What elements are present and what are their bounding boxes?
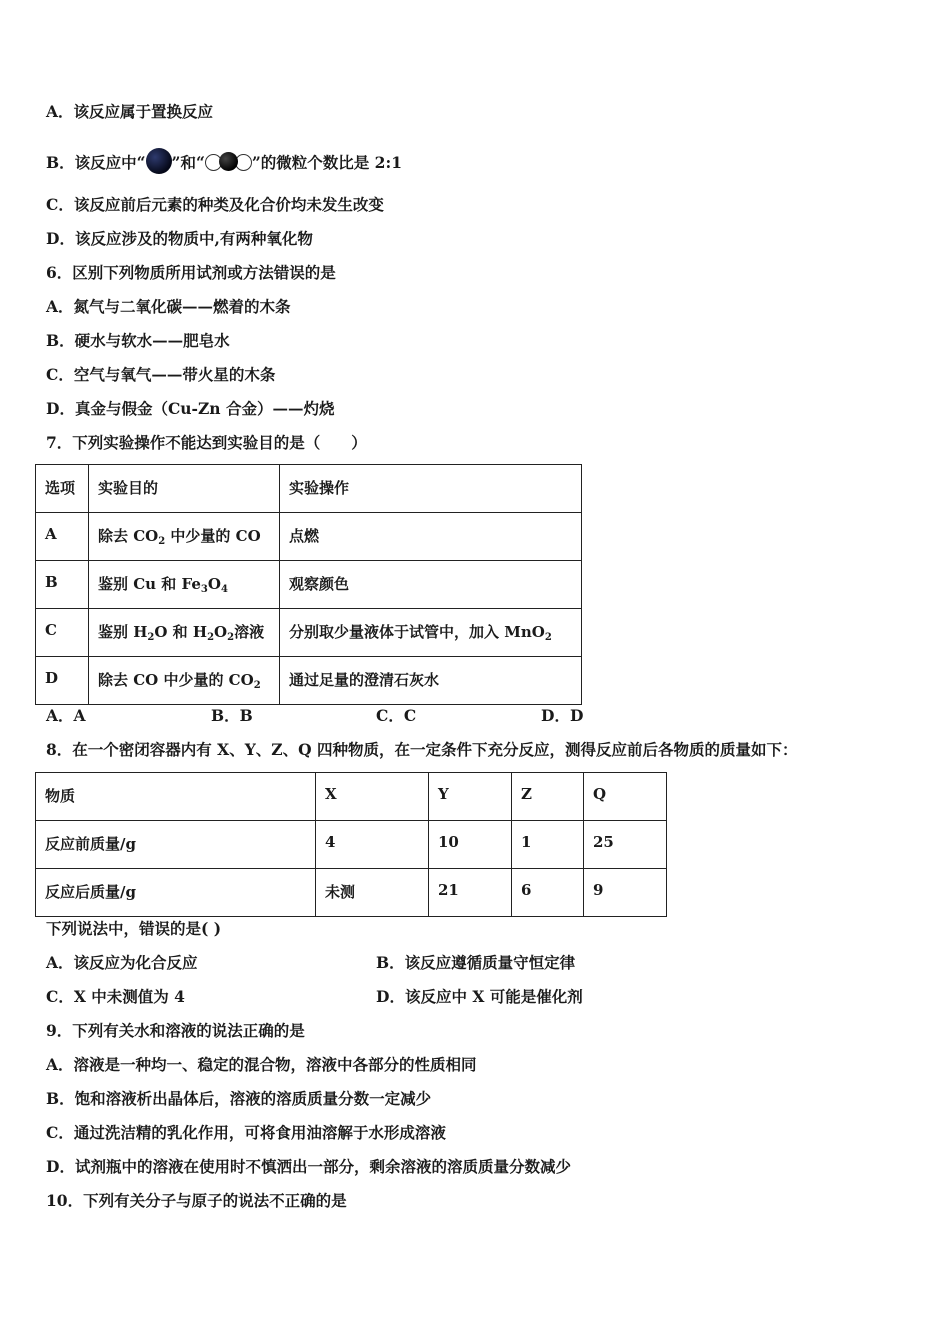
subscript: 2 [158, 536, 166, 547]
table-cell: 实验目的 [89, 465, 280, 513]
q9-option-b: B．饱和溶液析出晶体后，溶液的溶质质量分数一定减少 [46, 1089, 432, 1108]
text: 分别取少量液体于试管中，加入 MnO [289, 623, 545, 641]
table-row [36, 657, 582, 705]
text: O [207, 575, 221, 593]
table-cell: 物质 [36, 773, 316, 821]
text: O 和 H [154, 623, 208, 641]
q8-stem: 8．在一个密闭容器内有 X、Y、Z、Q 四种物质，在一定条件下充分反应，测得反应前后各物质的质量如下： [46, 740, 798, 759]
q8-option-c: C．X 中未测值为 4 [46, 987, 185, 1006]
text: 鉴别 Cu 和 Fe [98, 575, 201, 593]
text: O [214, 623, 228, 641]
table-cell [89, 561, 280, 609]
q8-table [35, 772, 667, 917]
q9-stem: 9．下列有关水和溶液的说法正确的是 [46, 1021, 305, 1040]
table-cell: 6 [512, 869, 584, 917]
q9-option-a: A．溶液是一种均一、稳定的混合物，溶液中各部分的性质相同 [46, 1055, 477, 1074]
table-cell [280, 609, 582, 657]
table-cell: X [316, 773, 429, 821]
table-cell: 观察颜色 [280, 561, 582, 609]
q9-option-d: D．试剂瓶中的溶液在使用时不慎洒出一部分，剩余溶液的溶质质量分数减少 [46, 1157, 571, 1176]
q5-option-b-mid: ”和“ [171, 153, 205, 172]
subscript: 2 [207, 632, 215, 643]
table-cell: A [36, 513, 89, 561]
table-cell [89, 609, 280, 657]
text: 鉴别 H [98, 623, 148, 641]
text: 除去 CO [98, 527, 159, 545]
q6-option-a: A．氮气与二氧化碳——燃着的木条 [46, 297, 291, 316]
subscript: 2 [147, 632, 155, 643]
q5-option-b-suffix: ”的微粒个数比是 2:1 [251, 153, 402, 172]
q8-option-a: A．该反应为化合反应 [46, 953, 198, 972]
table-cell: 9 [584, 869, 667, 917]
q6-option-c: C．空气与氧气——带火星的木条 [46, 365, 276, 384]
subscript: 2 [253, 680, 261, 691]
table-cell: C [36, 609, 89, 657]
q5-option-c: C．该反应前后元素的种类及化合价均未发生改变 [46, 195, 384, 214]
table-cell: 未测 [316, 869, 429, 917]
subscript: 4 [220, 584, 228, 595]
table-header-row [36, 773, 667, 821]
dark-sphere-icon [146, 148, 172, 174]
q7-stem: 7．下列实验操作不能达到实验目的是（ ） [46, 433, 367, 452]
q6-option-d: D．真金与假金（Cu-Zn 合金）——灼烧 [46, 399, 335, 418]
q7-answer-d: D．D [541, 706, 584, 725]
q5-option-b [46, 148, 402, 174]
table-cell [89, 513, 280, 561]
q8-question: 下列说法中，错误的是( ) [46, 919, 222, 938]
table-cell: 10 [429, 821, 512, 869]
table-cell: Y [429, 773, 512, 821]
q9-option-c: C．通过洗洁精的乳化作用，可将食用油溶解于水形成溶液 [46, 1123, 446, 1142]
table-cell: 选项 [36, 465, 89, 513]
q7-answer-c: C．C [376, 706, 417, 725]
subscript: 2 [544, 632, 552, 643]
text: 中少量的 CO [165, 527, 261, 545]
table-cell: Q [584, 773, 667, 821]
q7-answer-b: B．B [211, 706, 253, 725]
table-row [36, 821, 667, 869]
table-cell: 21 [429, 869, 512, 917]
table-cell: 4 [316, 821, 429, 869]
molecule-icon [205, 153, 252, 172]
q7-table [35, 464, 582, 705]
q8-option-d: D．该反应中 X 可能是催化剂 [376, 987, 583, 1006]
table-cell: 实验操作 [280, 465, 582, 513]
q5-option-d: D．该反应涉及的物质中,有两种氧化物 [46, 229, 313, 248]
black-atom-icon [219, 152, 238, 171]
text: 除去 CO 中少量的 CO [98, 671, 254, 689]
table-cell: Z [512, 773, 584, 821]
q10-stem: 10．下列有关分子与原子的说法不正确的是 [46, 1191, 347, 1210]
table-cell: 点燃 [280, 513, 582, 561]
subscript: 3 [200, 584, 208, 595]
table-cell: 1 [512, 821, 584, 869]
q7-answer-a: A．A [46, 706, 86, 725]
table-cell: 反应前质量/g [36, 821, 316, 869]
table-header-row [36, 465, 582, 513]
table-cell [89, 657, 280, 705]
table-cell: B [36, 561, 89, 609]
q5-option-a: A．该反应属于置换反应 [46, 102, 214, 121]
table-row [36, 513, 582, 561]
q6-option-b: B．硬水与软水——肥皂水 [46, 331, 230, 350]
table-row [36, 869, 667, 917]
table-cell: D [36, 657, 89, 705]
table-row [36, 609, 582, 657]
table-cell: 反应后质量/g [36, 869, 316, 917]
q5-option-b-prefix: B．该反应中“ [46, 153, 146, 172]
subscript: 2 [227, 632, 235, 643]
table-cell: 25 [584, 821, 667, 869]
table-cell: 通过足量的澄清石灰水 [280, 657, 582, 705]
q6-stem: 6．区别下列物质所用试剂或方法错误的是 [46, 263, 336, 282]
text: 溶液 [234, 623, 265, 641]
q8-option-b: B．该反应遵循质量守恒定律 [376, 953, 576, 972]
table-row [36, 561, 582, 609]
